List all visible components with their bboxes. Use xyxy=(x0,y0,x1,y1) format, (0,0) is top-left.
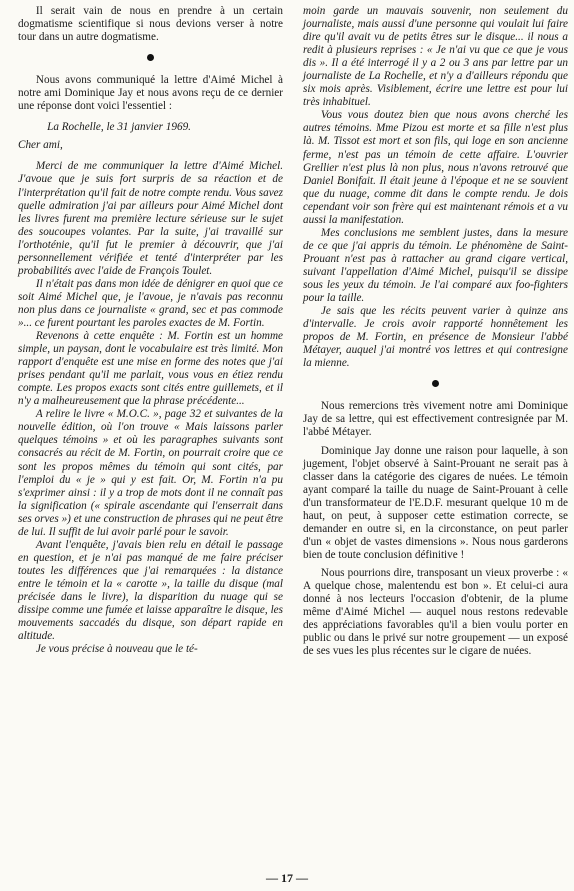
letter-dateline: La Rochelle, le 31 janvier 1969. xyxy=(47,121,191,134)
letter-paragraph-continued: moin garde un mauvais souvenir, non seulement du journaliste, mais aussi d'une personne qui voulait lui faire dire qu'il avait vu de petits êtres sur le disque... il nous a redit à plusieurs reprises : « Je n'ai vu que ce que je vous dis ». Il a été interrogé il y a 2 ou 3 ans par lettre par un journaliste de La Rochelle, et n'y a d'ailleurs répondu que six mois après. Visiblement, écrire une lettre est pour lui très inhabituel. xyxy=(303,5,568,109)
paragraph-intro: Il serait vain de nous en prendre à un certain dogmatisme scientifique si nous devions verser à notre tour dans un autre dogmatisme. xyxy=(18,5,283,44)
letter-greeting: Cher ami, xyxy=(18,139,63,152)
letter-paragraph-4: A relire le livre « M.O.C. », page 32 et suivantes de la nouvelle édition, où l'on trouve « Mais laissons parler quelques témoins » et où les paragraphes suivants sont consacrés au récit de M. Fortin, on pourrait croire que ce sont les propos mêmes du témoin qui sont cités, par l'emploi du « je » qui y est fait. Or, M. Fortin n'a pu s'exprimer ainsi : il y a trop de mots dont il ne connaît pas la signification (« spirale ascendante qui l'enserrait dans ses orves ») et une construction de phrases qui ne peut être de lui. Il suffit de lui avoir parlé pour le savoir. xyxy=(18,408,283,538)
paragraph-reasoning: Dominique Jay donne une raison pour laquelle, à son jugement, l'objet observé à Saint-Prouant ne serait pas à classer dans la catégorie des cigares de nuées. Le témoin ayant comparé la taille du nuage de Saint-Prouant à celle d'un transformateur de l'E.D.F. mesurant quelque 10 m de haut, on peut, à supposer cette estimation correcte, se demander en outre si, en la circonstance, on peut parler d'un « objet de vastes dimensions ». Nous nous garderons bien de toute conclusion définitive ! xyxy=(303,444,568,561)
letter-paragraph-5: Avant l'enquête, j'avais bien relu en détail le passage en question, et je n'ai pas manqué de me faire préciser toutes les différences que j'ai remarquées : la distance entre le témoin et la « carotte », la taille du disque (mal précisée dans le livre), la disparition du nuage qui se dissipe comme une fumée et laisse apparaître le disque, les mouvements saccadés du disque, son départ rapide en altitude. xyxy=(18,538,283,643)
page-number: — 17 — xyxy=(266,871,308,885)
right-column xyxy=(303,5,568,658)
letter-paragraph-6: Je vous précise à nouveau que le té- xyxy=(35,643,198,656)
separator-dot xyxy=(18,52,283,65)
paragraph-thanks: Nous remercions très vivement notre ami Dominique Jay de sa lettre, qui est effectivement contresignée par M. l'abbé Métayer. xyxy=(303,400,568,439)
letter-paragraph-2: Il n'était pas dans mon idée de dénigrer en quoi que ce soit Aimé Michel que, je l'avoue, je n'avais pas reconnu non plus dans ce journaliste « grand, sec et pas commode »... ce furent pourtant les paroles exactes de M. Fortin. xyxy=(18,277,283,329)
paragraph-communication: Nous avons communiqué la lettre d'Aimé Michel à notre ami Dominique Jay et nous avons reçu de ce dernier une réponse dont voici l'essentiel : xyxy=(18,74,283,113)
letter-paragraph-3: Revenons à cette enquête : M. Fortin est un homme simple, un paysan, dont le vocabulaire est très limité. Mon rapport d'enquête est une mise en forme des notes que j'ai prises pendant qu'il me parlait, vous vous en étiez rendu compte. Les propos exacts sont cités entre guillemets, et il n'y a malheureusement que la phrase précédente... xyxy=(18,330,283,408)
separator-dot xyxy=(303,378,568,391)
left-column xyxy=(18,5,283,656)
letter-paragraph-1: Merci de me communiquer la lettre d'Aimé Michel. J'avoue que je suis fort surpris de sa réaction et de l'interprétation qu'il fait de notre compte rendu. Vous savez quelle admiration j'ai par ailleurs pour Aimé Michel dont les livres furent ma première lecture sérieuse sur le sujet des soucoupes volantes. Par la suite, j'ai travaillé sur l'orthoténie, qu'il fut le premier à découvrir, que j'ai personnellement vérifiée et tenté d'interpréter par les probabilités avec l'aide de François Toulet. xyxy=(18,160,283,277)
letter-paragraph-9: Je sais que les récits peuvent varier à quinze ans d'intervalle. Je crois avoir rapporté honnêtement les propos de M. Fortin, en présence de Monsieur l'abbé Métayer, auquel j'ai montré vos lettres et qui contresigne la mienne. xyxy=(303,305,568,370)
letter-paragraph-7: Vous vous doutez bien que nous avons cherché les autres témoins. Mme Pizou est morte et sa fille n'est plus là. M. Tissot est mort et son fils, qui loge en son ancienne ferme, n'est pas un témoin de cette affaire. L'ouvrier Grellier n'est plus là non plus, nous n'avons retrouvé que Daniel Bonifait. Il était jeune à l'époque et ne se souvient que du nuage, comme dit dans le compte rendu. Je dois cependant voir son frère qui est maintenant rémois et a vu aussi la manifestation. xyxy=(303,109,568,226)
letter-paragraph-8: Mes conclusions me semblent justes, dans la mesure de ce que j'ai appris du témoin. Le phénomène de Saint-Prouant n'est pas à rattacher au grand cigare vertical, suivant l'appellation d'Aimé Michel, puisqu'il se dissipe sous les yeux du témoin. Je l'ai comparé aux foo-fighters pour la taille. xyxy=(303,226,568,305)
paragraph-conclusion: Nous pourrions dire, transposant un vieux proverbe : « A quelque chose, malentendu est bon ». Et celui-ci aura donné à nos lecteurs l'occasion d'obtenir, de la plume même d'Aimé Michel — auquel nous restons redevable des appréciations favorables qu'il a bien voulu porter en public ou dans le privé sur notre groupement — un exposé de ses vues les plus récentes sur le cigare de nuées. xyxy=(303,566,568,658)
